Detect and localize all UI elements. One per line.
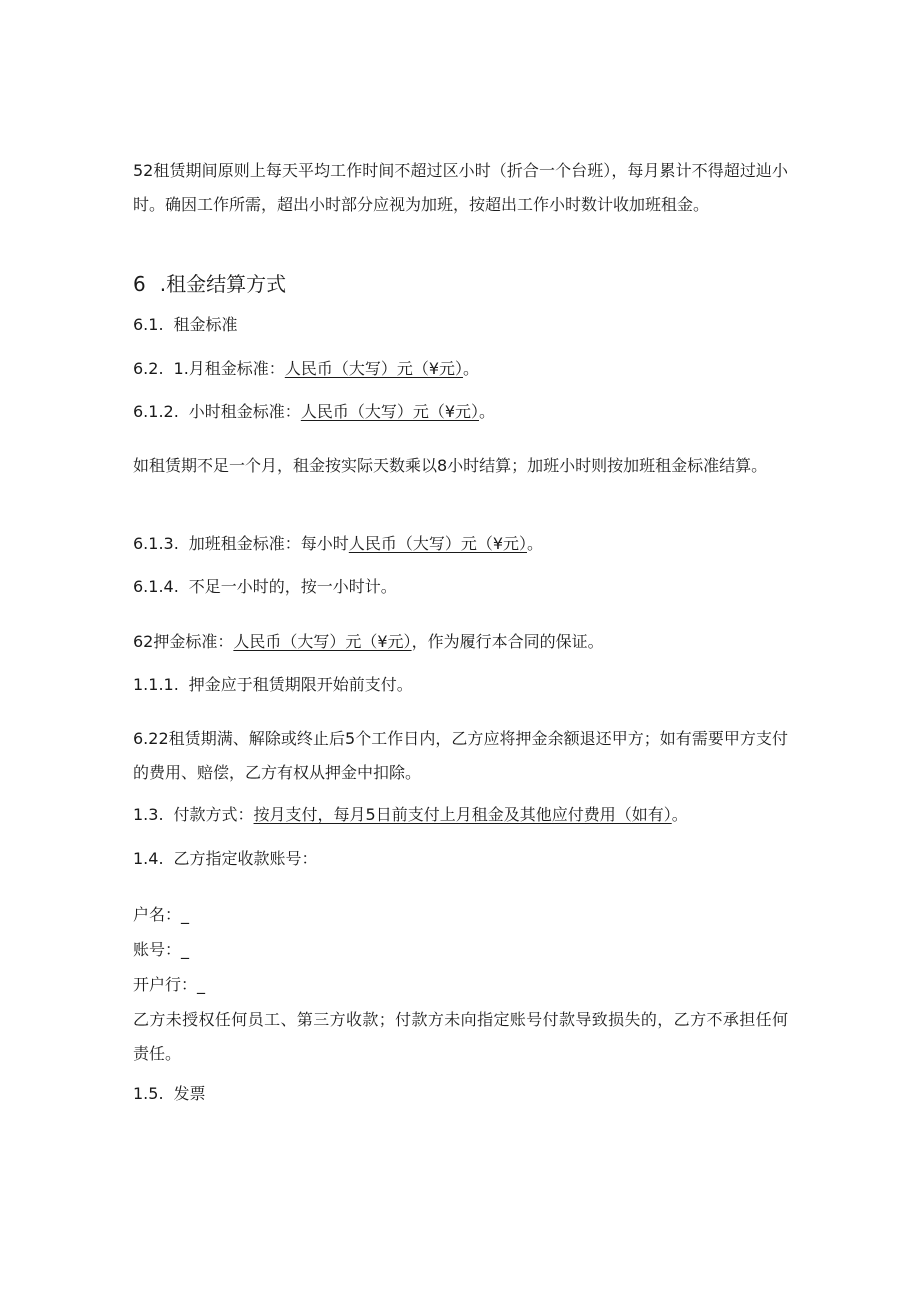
clause-text: 押金应于租赁期限开始前支付。 xyxy=(188,675,413,694)
section-6-heading xyxy=(133,272,286,296)
clause-6-2-deposit xyxy=(133,632,604,652)
clause-end: 。 xyxy=(671,805,688,824)
monthly-rent-value: 人民币（大写）元（¥元） xyxy=(284,359,463,378)
clause-end: ，作为履行本合同的保证。 xyxy=(411,632,604,651)
clause-end: 。 xyxy=(527,534,544,553)
clause-text: 发票 xyxy=(173,1084,206,1103)
short-term-note: 如租赁期不足一个月，租金按实际天数乘以8小时结算；加班小时则按加班租金标准结算。 xyxy=(133,456,768,475)
clause-label: 小时租金标准： xyxy=(188,402,301,421)
clause-6-2-2: 6.22租赁期满、解除或终止后5个工作日内，乙方应将押金余额退还甲方；如有需要甲方支付的费用、赔偿，乙方有权从押金中扣除。 xyxy=(133,729,788,782)
clause-6-1-2 xyxy=(133,402,495,422)
clause-number: 1.3. xyxy=(133,805,164,824)
clause-number: 6.1.3. xyxy=(133,534,179,553)
clause-text: 不足一小时的，按一小时计。 xyxy=(188,577,397,596)
clause-number: 1.4. xyxy=(133,849,164,868)
clause-number: 6.2. xyxy=(133,359,164,378)
clause-end: 。 xyxy=(463,359,480,378)
account-bank: 开户行：_ xyxy=(133,975,206,994)
payment-method-value: 按月支付，每月5日前支付上月租金及其他应付费用（如有） xyxy=(253,805,672,824)
account-name: 户名：_ xyxy=(133,905,190,924)
clause-6-1-1 xyxy=(133,315,238,335)
clause-label: 62押金标准： xyxy=(133,632,234,651)
clause-number: 6.1. xyxy=(133,315,164,334)
section-6-title: .租金结算方式 xyxy=(159,272,287,296)
clause-1-3 xyxy=(133,805,688,825)
section-6-number: 6 xyxy=(133,272,146,296)
payment-disclaimer: 乙方未授权任何员工、第三方收款；付款方未向指定账号付款导致损失的，乙方不承担任何责任。 xyxy=(133,1010,788,1063)
clause-number: 1.5. xyxy=(133,1084,164,1103)
clause-1-5 xyxy=(133,1084,206,1104)
clause-label: 1.月租金标准： xyxy=(173,359,285,378)
clause-end: 。 xyxy=(479,402,496,421)
clause-5-2: 52租赁期间原则上每天平均工作时间不超过区小时（折合一个台班），每月累计不得超过辿小时。确因工作所需，超出小时部分应视为加班，按超出工作小时数计收加班租金。 xyxy=(133,161,788,214)
clause-6-1-4 xyxy=(133,577,397,597)
clause-6-1-3 xyxy=(133,534,543,554)
clause-1-1-1 xyxy=(133,675,413,695)
overtime-rent-value: 人民币（大写）元（¥元） xyxy=(348,534,527,553)
clause-label: 加班租金标准：每小时 xyxy=(188,534,349,553)
clause-number: 6.1.4. xyxy=(133,577,179,596)
clause-label: 付款方式： xyxy=(173,805,254,824)
deposit-value: 人民币（大写）元（¥元） xyxy=(233,632,412,651)
clause-text: 租金标准 xyxy=(173,315,238,334)
account-number: 账号：_ xyxy=(133,940,190,959)
clause-text: 乙方指定收款账号： xyxy=(173,849,318,868)
hourly-rent-value: 人民币（大写）元（¥元） xyxy=(300,402,479,421)
clause-1-4 xyxy=(133,849,318,869)
clause-number: 1.1.1. xyxy=(133,675,179,694)
clause-number: 6.1.2. xyxy=(133,402,179,421)
clause-6-2-monthly xyxy=(133,359,479,379)
